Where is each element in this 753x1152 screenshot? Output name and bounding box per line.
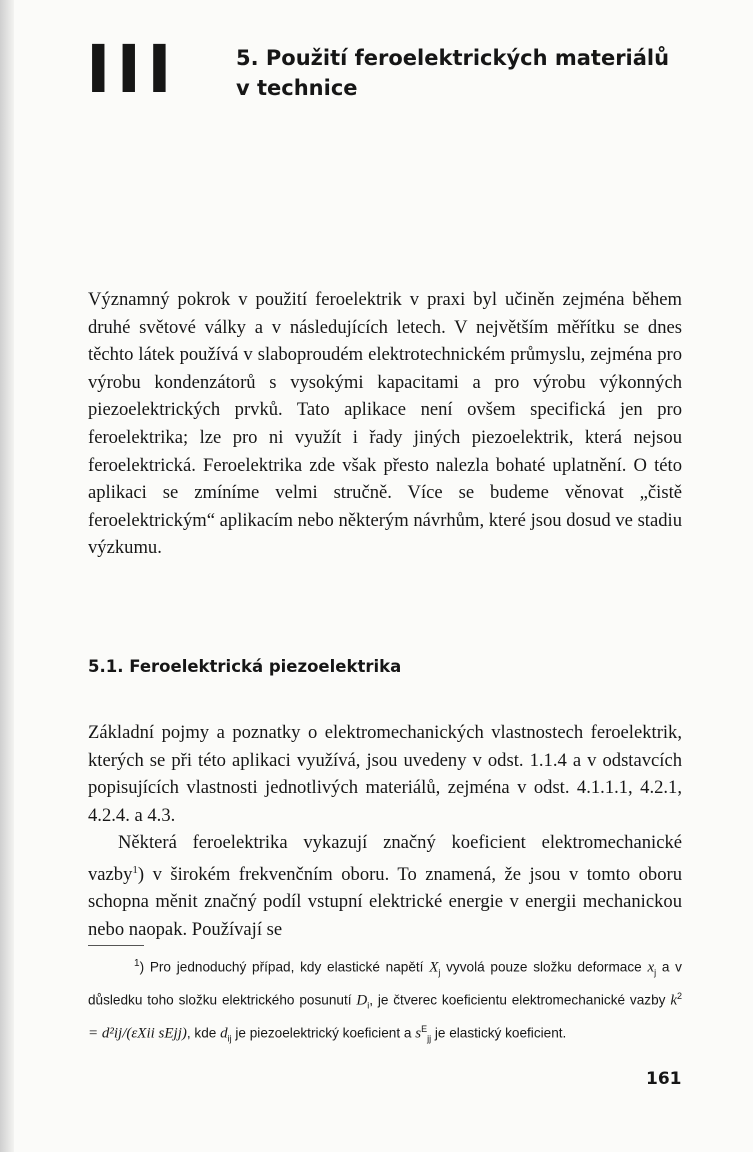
part-number: III bbox=[86, 31, 178, 108]
intro-paragraph: Významný pokrok v použití feroelektrik v praxi byl učiněn zejména během druhé světové války a v následujících letech. V největším měřítku se dnes těchto látek používá v slaboproudém elektrotechnickém průmyslu, zejména pro výrobu kondenzátorů s vysokými kapacitami a pro výrobu výkonných piezoelektrických prvků. Tato aplikace není ovšem specifická jen pro feroelektrika; lze pro ni využít i řady jiných piezoelektrik, která nejsou feroelektrická. Feroelektrika zde však přesto nalezla bohaté uplatnění. O této aplikaci se zmíníme velmi stručně. Více se budeme věnovat „čistě feroelektrickým“ aplikacím nebo některým návrhům, které jsou dosud ve stadiu výzkumu. bbox=[88, 289, 682, 559]
footnote-reference: 1 bbox=[132, 863, 138, 876]
chapter-title-line1: 5. Použití feroelektrických materiálů bbox=[236, 46, 670, 70]
chapter-title bbox=[236, 43, 706, 103]
chapter-title-line2: v technice bbox=[236, 76, 358, 100]
coupling-formula: = d²ij/(εXii sEjj) bbox=[88, 1025, 187, 1042]
footnote: $^1$) Pro jednoduchý případ, kdy elastické napětí $X_j$ vyvolá pouze složku deformace $x_j$ a v důsledku toho složku elektrického posunutí $D_i$, je čtverec koeficientu elektromechanické vazby $k^2 = d^2ij/(\varepsilon Xii$ sEjj), kde $d_{ij}$ je piezoelektrický koeficient a $s^E_{jj}$ je elastický koeficient. bbox=[88, 958, 682, 1043]
footnote-divider bbox=[88, 945, 144, 946]
page-number: 161 bbox=[646, 1069, 682, 1089]
page-binding-edge bbox=[0, 0, 14, 1152]
section-paragraph-2 bbox=[88, 829, 682, 944]
paragraph-2-start: Některá feroelektrika vykazují značný koeficient elektromechanické vazby bbox=[88, 832, 682, 885]
section-title: 5.1. Feroelektrická piezoelektrika bbox=[88, 657, 402, 676]
paragraph-2-rest: ) v širokém frekvenčním oboru. To znamená, že jsou v tomto oboru schopna měnit značný podíl vstupní elektrické energie v energii mechanickou nebo naopak. Používají se bbox=[88, 863, 682, 940]
section-paragraph-1: Základní pojmy a poznatky o elektromechanických vlastnostech feroelektrik, kterých se při této aplikaci využívá, jsou uvedeny v odst. 1.1.4 a v odstavcích popisujících vlastnosti jednotlivých materiálů, zejména v odst. 4.1.1.1, 4.2.1, 4.2.4. a 4.3. bbox=[88, 722, 682, 826]
footnote-mark: 1 bbox=[134, 958, 140, 969]
